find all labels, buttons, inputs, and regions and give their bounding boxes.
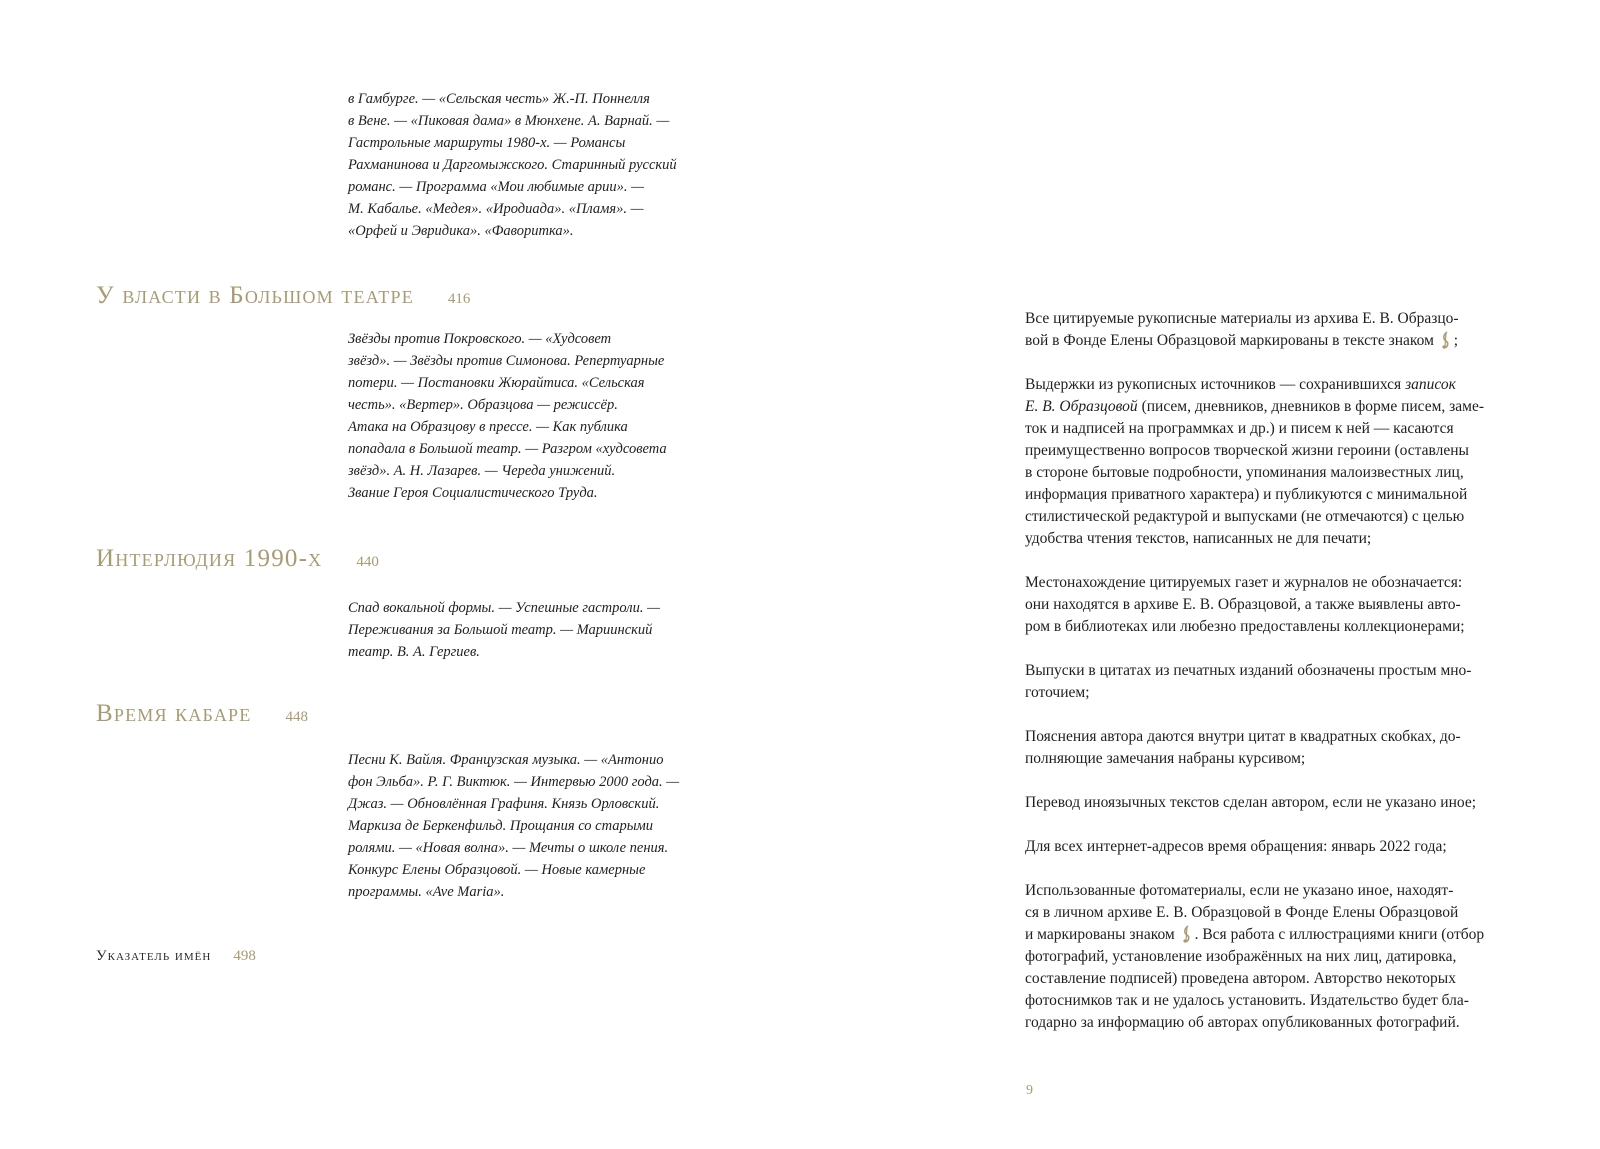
note-excerpts — [1025, 374, 1513, 550]
chapter-page-number: 448 — [285, 709, 308, 725]
page-number: 9 — [1026, 1083, 1033, 1098]
note-text: и маркированы знаком — [1025, 926, 1175, 943]
note-omissions — [1025, 660, 1513, 704]
note-text: (писем, дневников, дневников в форме писем, заме- — [1137, 398, 1485, 415]
note-line: они находятся в архиве Е. В. Образцовой, а также выявлены авто- — [1025, 596, 1461, 613]
note-line: в стороне бытовые подробности, упоминания малоизвестных лиц, — [1025, 464, 1464, 481]
desc-line: Переживания за Большой театр. — Мариинский — [348, 622, 653, 638]
note-line: годарно за информацию об авторах опубликованных фотографий. — [1025, 1014, 1460, 1031]
note-line: ток и надписей на программках и др.) и писем к ней — касаются — [1025, 420, 1454, 437]
editorial-notes — [1025, 308, 1513, 1056]
desc-line: Песни К. Вайля. Французская музыка. — «Антонио — [348, 752, 664, 768]
note-line — [1025, 396, 1513, 418]
note-line: фотоснимков так и не удалось установить. Издательство будет бла- — [1025, 992, 1469, 1009]
note-translation — [1025, 792, 1513, 814]
note-line — [1025, 330, 1513, 352]
note-line: фотографий, установление изображённых на них лиц, датировка, — [1025, 948, 1457, 965]
note-line: составление подписей) проведена автором. Авторство некоторых — [1025, 970, 1456, 987]
note-press-location — [1025, 572, 1513, 638]
desc-line: фон Эльба». Р. Г. Виктюк. — Интервью 2000 года. — — [348, 774, 680, 790]
chapter-heading-power — [96, 282, 470, 310]
chapter-description-cabaret — [348, 749, 708, 903]
index-entry — [96, 948, 256, 965]
note-line: Для всех интернет-адресов время обращения: январь 2022 года; — [1025, 838, 1447, 855]
archive-mark-icon — [1181, 925, 1193, 943]
note-line: ся в личном архиве Е. В. Образцовой в Фонде Елены Образцовой — [1025, 904, 1459, 921]
note-line: Все цитируемые рукописные материалы из архива Е. В. Образцо- — [1025, 310, 1459, 327]
chapter-title: У власти в Большом театре — [96, 282, 414, 309]
chapter-heading-cabaret — [96, 700, 308, 728]
chapter-heading-interlude — [96, 545, 379, 573]
note-internet — [1025, 836, 1513, 858]
archive-mark-icon — [1440, 331, 1452, 349]
desc-line: театр. В. А. Гергиев. — [348, 644, 480, 660]
note-photos — [1025, 880, 1513, 1034]
note-line: Пояснения автора даются внутри цитат в квадратных скобках, до- — [1025, 728, 1461, 745]
note-manuscripts — [1025, 308, 1513, 352]
chapter-page-number: 416 — [447, 291, 471, 307]
desc-line: попадала в Большой театр. — Разгром «худсовета — [348, 441, 667, 457]
intro-description — [348, 88, 708, 242]
desc-line: программы. «Ave Maria». — [348, 884, 505, 900]
note-line: преимущественно вопросов творческой жизни героини (оставлены — [1025, 442, 1469, 459]
desc-line: романс. — Программа «Мои любимые арии». — — [348, 179, 645, 195]
desc-line: звёзд». — Звёзды против Симонова. Репертуарные — [348, 353, 665, 369]
note-line: Перевод иноязычных текстов сделан автором, если не указано иное; — [1025, 794, 1476, 811]
desc-line: потери. — Постановки Жюрайтиса. «Сельская — [348, 375, 645, 391]
note-italic: Е. В. Образцовой — [1025, 398, 1138, 415]
desc-line: Спад вокальной формы. — Успешные гастроли. — — [348, 600, 661, 616]
desc-line: ролями. — «Новая волна». — Мечты о школе пения. — [348, 840, 669, 856]
note-author-comments — [1025, 726, 1513, 770]
desc-line: звёзд». А. Н. Лазарев. — Череда унижений. — [348, 463, 616, 479]
chapter-description-power — [348, 328, 708, 504]
note-line: информация приватного характера) и публикуются с минимальной — [1025, 486, 1468, 503]
desc-line: Маркиза де Беркенфильд. Прощания со старыми — [348, 818, 654, 834]
index-title: Указатель имён — [96, 948, 212, 964]
desc-line: Звёзды против Покровского. — «Худсовет — [348, 331, 612, 347]
note-text: . Вся работа с иллюстрациями книги (отбор — [1194, 926, 1485, 943]
desc-line: Гастрольные маршруты 1980-х. — Романсы — [348, 135, 626, 151]
note-line: Местонахождение цитируемых газет и журналов не обозначается: — [1025, 574, 1463, 591]
note-line: полняющие замечания набраны курсивом; — [1025, 750, 1306, 767]
chapter-title: Интерлюдия 1990-х — [96, 545, 323, 572]
note-text: Выдержки из рукописных источников — сохранившихся — [1025, 376, 1406, 393]
chapter-page-number: 440 — [356, 554, 379, 570]
desc-line: М. Кабалье. «Медея». «Иродиада». «Пламя». — — [348, 201, 644, 217]
note-line: ром в библиотеках или любезно предоставлены коллекционерами; — [1025, 618, 1465, 635]
note-line: готочием; — [1025, 684, 1090, 701]
desc-line: Рахманинова и Даргомыжского. Старинный русский — [348, 157, 677, 173]
desc-line: в Вене. — «Пиковая дама» в Мюнхене. А. Варнай. — — [348, 113, 670, 129]
desc-line: Джаз. — Обновлённая Графиня. Князь Орловский. — [348, 796, 660, 812]
desc-line: «Орфей и Эвридика». «Фаворитка». — [348, 223, 574, 239]
index-page-number: 498 — [233, 948, 256, 964]
note-line: стилистической редактурой и выпусками (не отмечаются) с целью — [1025, 508, 1465, 525]
note-line — [1025, 924, 1513, 946]
note-line: Выпуски в цитатах из печатных изданий обозначены простым мно- — [1025, 662, 1472, 679]
note-line: удобства чтения текстов, написанных не для печати; — [1025, 530, 1372, 547]
chapter-description-interlude — [348, 597, 708, 663]
chapter-title: Время кабаре — [96, 700, 252, 727]
desc-line: Конкурс Елены Образцовой. — Новые камерные — [348, 862, 646, 878]
note-text: вой в Фонде Елены Образцовой маркированы в тексте знаком — [1025, 332, 1434, 349]
desc-line: в Гамбурге. — «Сельская честь» Ж.-П. Поннелля — [348, 91, 650, 107]
desc-line: Атака на Образцову в прессе. — Как публика — [348, 419, 628, 435]
desc-line: Звание Героя Социалистического Труда. — [348, 485, 598, 501]
note-text: ; — [1453, 332, 1459, 349]
desc-line: честь». «Вертер». Образцова — режиссёр. — [348, 397, 618, 413]
note-line: Использованные фотоматериалы, если не указано иное, находят- — [1025, 882, 1454, 899]
note-line — [1025, 374, 1513, 396]
note-italic: записок — [1405, 376, 1456, 393]
